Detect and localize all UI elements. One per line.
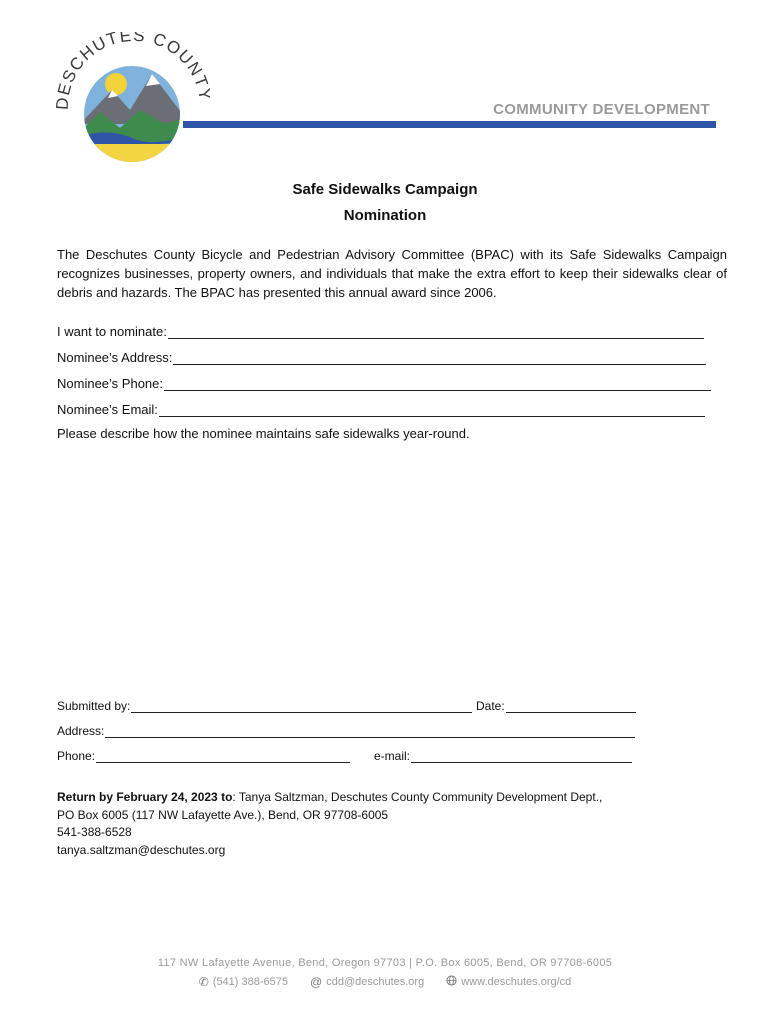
nominee-address-label: Nominee’s Address: bbox=[57, 350, 173, 365]
submitted-by-field[interactable] bbox=[57, 695, 472, 713]
nominee-phone-label: Nominee’s Phone: bbox=[57, 376, 163, 391]
department-title: COMMUNITY DEVELOPMENT bbox=[493, 101, 710, 118]
return-recipient: : Tanya Saltzman, Deschutes County Community Development Dept., bbox=[232, 790, 603, 804]
globe-icon bbox=[446, 975, 457, 989]
footer-website[interactable] bbox=[446, 975, 571, 989]
form-subtitle: Nomination bbox=[343, 207, 427, 224]
nominee-email-field[interactable] bbox=[57, 397, 705, 417]
phone-icon: ✆ bbox=[198, 975, 209, 989]
nominee-address-input-line[interactable] bbox=[173, 351, 706, 365]
footer-phone-text: (541) 388-6575 bbox=[212, 976, 289, 988]
submitter-email-field[interactable] bbox=[374, 745, 632, 763]
footer-address: 117 NW Lafayette Avenue, Bend, Oregon 97703 | P.O. Box 6005, Bend, OR 97708-6005 bbox=[157, 957, 613, 969]
form-title: Safe Sidewalks Campaign bbox=[292, 181, 478, 198]
intro-paragraph: The Deschutes County Bicycle and Pedestrian Advisory Committee (BPAC) with its Safe Sidewalks Campaign recognizes businesses, property owners, and individuals that make the extra effort to keep their sidewalks clear of debris and hazards. The BPAC has presented this annual award since 2006. bbox=[57, 247, 727, 300]
submitter-address-input-line[interactable] bbox=[105, 725, 635, 738]
nominee-phone-input-line[interactable] bbox=[164, 377, 711, 391]
submitted-by-input-line[interactable] bbox=[131, 700, 472, 713]
header-rule bbox=[183, 121, 716, 128]
nominate-label: I want to nominate: bbox=[57, 324, 167, 339]
at-icon: @ bbox=[310, 975, 323, 989]
submitter-address-label: Address: bbox=[57, 724, 105, 738]
footer-website-text[interactable]: www.deschutes.org/cd bbox=[461, 976, 572, 988]
return-deadline: Return by February 24, 2023 to bbox=[57, 790, 233, 804]
return-email: tanya.saltzman@deschutes.org bbox=[57, 842, 226, 857]
footer-email[interactable] bbox=[310, 975, 424, 989]
date-input-line[interactable] bbox=[506, 700, 636, 713]
footer-email-text[interactable]: cdd@deschutes.org bbox=[326, 976, 425, 988]
footer-contacts bbox=[0, 975, 770, 989]
footer-phone bbox=[199, 975, 288, 989]
date-field[interactable] bbox=[476, 695, 636, 713]
nominee-email-input-line[interactable] bbox=[159, 403, 705, 417]
nominee-address-field[interactable] bbox=[57, 345, 706, 365]
return-line-1 bbox=[57, 789, 602, 807]
nominate-field[interactable] bbox=[57, 319, 704, 339]
submitter-phone-field[interactable] bbox=[57, 745, 350, 763]
return-po-box: PO Box 6005 (117 NW Lafayette Ave.), Bend, OR 97708-6005 bbox=[57, 807, 389, 822]
svg-text:DESCHUTES COUNTY: DESCHUTES COUNT bbox=[52, 32, 210, 111]
submitter-phone-label: Phone: bbox=[57, 749, 96, 763]
nominee-email-label: Nominee’s Email: bbox=[57, 402, 158, 417]
submitter-email-label: e-mail: bbox=[374, 749, 411, 763]
return-phone: 541-388-6528 bbox=[57, 825, 132, 839]
submitted-by-label: Submitted by: bbox=[57, 699, 131, 713]
nominate-input-line[interactable] bbox=[168, 325, 704, 339]
submitter-address-field[interactable] bbox=[57, 720, 635, 738]
submitter-email-input-line[interactable] bbox=[411, 750, 632, 763]
return-instructions bbox=[57, 789, 602, 859]
county-logo bbox=[50, 32, 210, 167]
date-label: Date: bbox=[476, 699, 505, 713]
describe-prompt: Please describe how the nominee maintains safe sidewalks year-round. bbox=[57, 426, 470, 441]
nominee-phone-field[interactable] bbox=[57, 371, 711, 391]
submitter-phone-input-line[interactable] bbox=[96, 750, 350, 763]
